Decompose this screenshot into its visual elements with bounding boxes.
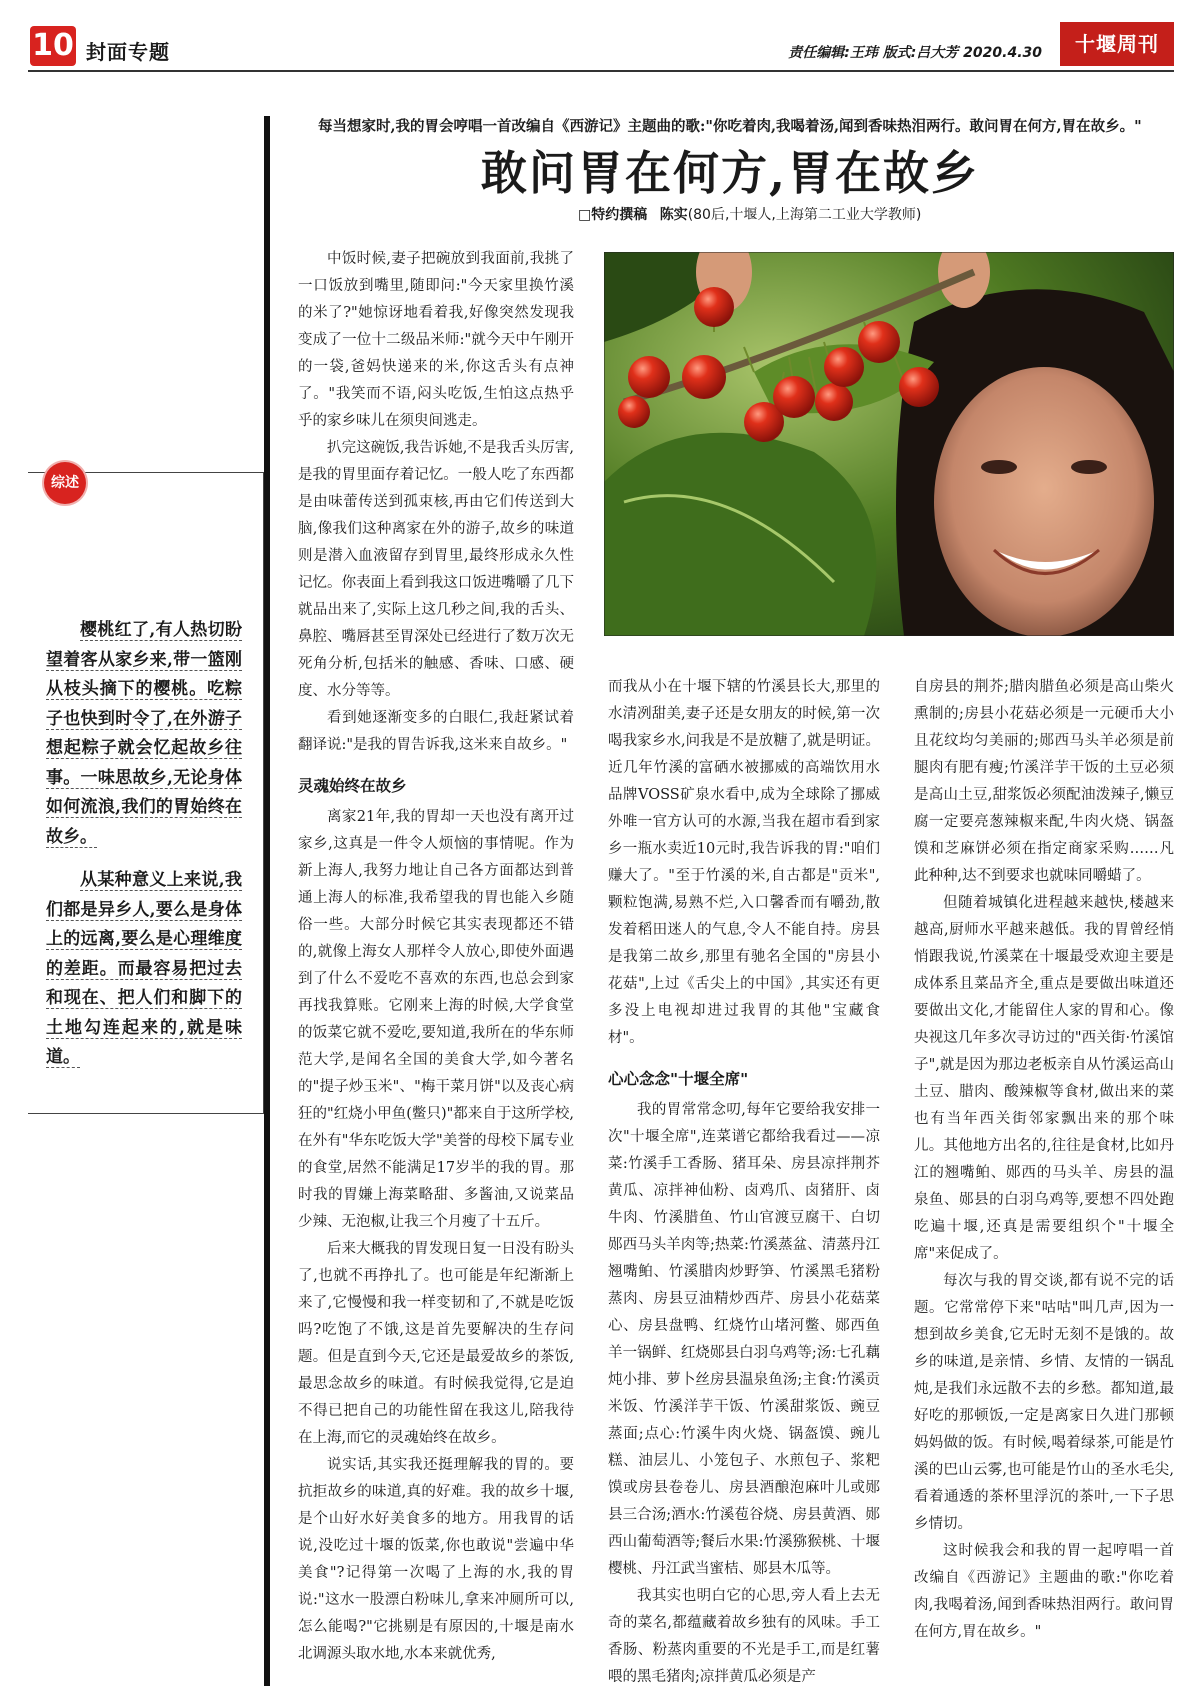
page-number: 10 — [30, 26, 76, 66]
paragraph: 每次与我的胃交谈,都有说不完的话题。它常常停下来"咕咕"叫几声,因为一想到故乡美食,它无时无刻不是饿的。故乡的味道,是亲情、乡情、友情的一锅乱炖,是我们永远散不去的乡愁。都知道,最好吃的那顿饭,一定是离家日久进门那顿妈妈做的饭。有时候,喝着绿茶,可能是竹溪的巴山云雾,也可能是竹山的圣水毛尖,看着通透的茶杯里浮沉的茶叶,一下子思乡情切。 — [914, 1273, 1174, 1532]
paragraph: 自房县的荆芥;腊肉腊鱼必须是高山柴火熏制的;房县小花菇必须是一元硬币大小且花纹均匀美丽的;郧西马头羊必须是前腿肉有肥有瘦;竹溪洋芋干饭的土豆必须是高山土豆,甜浆饭必须配油泼辣子,懒豆腐一定要亮葱辣椒来配,牛肉火烧、锅盔馍和芝麻饼必须在指定商家采购……凡此种种,达不到要求也就味同嚼蜡了。 — [914, 679, 1174, 884]
paragraph: 扒完这碗饭,我告诉她,不是我舌头厉害,是我的胃里面存着记忆。一般人吃了东西都是由味蕾传送到孤束核,再由它们传送到大脑,像我们这种离家在外的游子,故乡的味道则是潜入血液留存到胃里,最终形成永久性记忆。你表面上看到我这口饭进嘴嚼了几下就品出来了,实际上这几秒之间,我的舌头、鼻腔、嘴唇甚至胃深处已经进行了数万次无死角分析,包括米的触感、香味、口感、硬度、水分等等。 — [298, 440, 574, 699]
section-heading: 心心念念"十堰全席" — [608, 1070, 749, 1088]
header-rule — [28, 70, 1174, 72]
section-heading: 灵魂始终在故乡 — [298, 777, 407, 795]
article-column-2 — [608, 674, 880, 1686]
photo-illustration — [604, 252, 1174, 636]
editor-credits: 责任编辑:王玮 版式:吕大芳 2020.4.30 — [788, 45, 1042, 61]
paragraph: 离家21年,我的胃却一天也没有离开过家乡,这真是一件令人烦恼的事情呢。作为新上海人,我努力地让自己各方面都达到普通上海人的标准,我希望我的胃也能入乡随俗一些。大部分时候它其实表现都还不错的,就像上海女人那样令人放心,即使外面遇到了什么不爱吃不喜欢的东西,也总会到家再找我算账。它刚来上海的时候,大学食堂的饭菜它就不爱吃,要知道,我所在的华东师范大学,是闻名全国的美食大学,如今著名的"提子炒玉米"、"梅干菜月饼"以及丧心病狂的"红烧小甲鱼(鳖只)"都来自于这所学校,在外有"华东吃饭大学"美誉的母校下属专业的食堂,居然不能满足17岁半的我的胃。那时我的胃嫌上海菜略甜、多酱油,又说菜品少辣、无泡椒,让我三个月瘦了十五斤。 — [298, 809, 574, 1230]
byline-label: □特约撰稿 — [578, 207, 648, 223]
masthead-logo: 十堰周刊 — [1060, 22, 1174, 66]
page-header — [28, 22, 1174, 70]
paragraph: 但随着城镇化进程越来越快,楼越来越高,厨师水平越来越低。我的胃曾经悄悄跟我说,竹溪菜在十堰最受欢迎主要是成体系且菜品齐全,重点是要做出味道还要做出文化,才能留住人家的胃和心。像央视这几年多次寻访过的"西关街·竹溪馆子",就是因为那边老板亲自从竹溪运高山土豆、腊肉、酸辣椒等食材,做出来的菜也有当年西关街邻家飘出来的那个味儿。其他地方出名的,往往是食材,比如丹江的翘嘴鲌、郧西的马头羊、房县的温泉鱼、郧县的白羽乌鸡等,要想不四处跑吃遍十堰,还真是需要组织个"十堰全席"来促成了。 — [914, 895, 1174, 1262]
section-name: 封面专题 — [86, 40, 170, 64]
paragraph: 而我从小在十堰下辖的竹溪县长大,那里的水清冽甜美,妻子还是女朋友的时候,第一次喝我家乡水,问我是不是放糖了,就是明证。近几年竹溪的富硒水被挪威的高端饮用水品牌VOSS矿泉水看中,成为全球除了挪威外唯一官方认可的水源,当我在超市看到家乡一瓶水卖近10元时,我告诉我的胃:"咱们赚大了。"至于竹溪的米,自古都是"贡米",颗粒饱满,易熟不烂,入口馨香而有嚼劲,散发着稻田迷人的气息,令人不能自持。房县是我第二故乡,那里有驰名全国的"房县小花菇",上过《舌尖上的中国》,其实还有更多没上电视却进过我胃的其他"宝藏食材"。 — [608, 679, 880, 1046]
sidebar-summary — [46, 616, 242, 1073]
paragraph: 这时候我会和我的胃一起哼唱一首改编自《西游记》主题曲的歌:"你吃着肉,我喝着汤,闻到香味热泪两行。敢问胃在何方,胃在故乡。" — [914, 1543, 1174, 1640]
sidebar-paragraph: 樱桃红了,有人热切盼望着客从家乡来,带一篮刚从枝头摘下的樱桃。吃粽子也快到时令了,在外游子想起粽子就会忆起故乡往事。一味思故乡,无论身体如何流浪,我们的胃始终在故乡。 — [46, 620, 242, 847]
paragraph: 说实话,其实我还挺理解我的胃的。要抗拒故乡的味道,真的好难。我的故乡十堰,是个山好水好美食多的地方。用我胃的话说,没吃过十堰的饭菜,你也敢说"尝遍中华美食"?记得第一次喝了上海的水,我的胃说:"这水一股漂白粉味儿,拿来冲厕所可以,怎么能喝?"它挑剔是有原因的,十堰是南水北调源头取水地,水本来就优秀, — [298, 1457, 574, 1662]
article-column-1 — [298, 246, 574, 1686]
column-divider — [264, 116, 270, 1686]
byline — [578, 204, 921, 224]
byline-note: (80后,十堰人,上海第二工业大学教师) — [687, 207, 922, 223]
article-title: 敢问胃在何方,胃在故乡 — [480, 146, 979, 200]
paragraph: 中饭时候,妻子把碗放到我面前,我挑了一口饭放到嘴里,随即问:"今天家里换竹溪的米了?"她惊讶地看着我,好像突然发现我变成了一位十二级品米师:"就今天中午刚开的一袋,爸妈快递来的米,你这舌头有点神了。"我笑而不语,闷头吃饭,生怕这点热乎乎的家乡味儿在须臾间逃走。 — [298, 251, 574, 429]
woman-with-cherries-photo — [604, 252, 1174, 636]
paragraph: 我其实也明白它的心思,旁人看上去无奇的菜名,都蕴藏着故乡独有的风味。手工香肠、粉蒸肉重要的不光是手工,而是红薯喂的黑毛猪肉;凉拌黄瓜必须是产 — [608, 1588, 880, 1685]
sidebar-tag: 综述 — [44, 462, 86, 504]
article-column-3 — [914, 674, 1174, 1686]
paragraph: 后来大概我的胃发现日复一日没有盼头了,也就不再挣扎了。也可能是年纪渐渐上来了,它慢慢和我一样变韧和了,不就是吃饭吗?吃饱了不饿,这是首先要解决的生存问题。但是直到今天,它还是最爱故乡的茶饭,最思念故乡的味道。有时候我觉得,它是迫不得已把自己的功能性留在我这儿,陪我待在上海,而它的灵魂始终在故乡。 — [298, 1241, 574, 1446]
paragraph: 我的胃常常念叨,每年它要给我安排一次"十堰全席",连菜谱它都给我看过——凉菜:竹溪手工香肠、猪耳朵、房县凉拌荆芥黄瓜、凉拌神仙粉、卤鸡爪、卤猪肝、卤牛肉、竹溪腊鱼、竹山官渡豆腐干、白切郧西马头羊肉等;热菜:竹溪蒸盆、清蒸丹江翘嘴鲌、竹溪腊肉炒野笋、竹溪黑毛猪粉蒸肉、房县豆油精炒西芹、房县小花菇菜心、房县盘鸭、红烧竹山堵河鳖、郧西鱼羊一锅鲜、红烧郧县白羽乌鸡等;汤:七孔藕炖小排、萝卜丝房县温泉鱼汤;主食:竹溪贡米饭、竹溪洋芋干饭、竹溪甜浆饭、豌豆蒸面;点心:竹溪牛肉火烧、锅盔馍、豌儿糕、油层儿、小笼包子、水煎包子、浆粑馍或房县卷卷儿、房县酒酿泡麻叶儿或郧县三合汤;酒水:竹溪苞谷烧、房县黄酒、郧西山葡萄酒等;餐后水果:竹溪猕猴桃、十堰樱桃、丹江武当蜜桔、郧县木瓜等。 — [608, 1102, 880, 1577]
paragraph: 看到她逐渐变多的白眼仁,我赶紧试着翻译说:"是我的胃告诉我,这米来自故乡。" — [298, 710, 574, 753]
sidebar-paragraph: 从某种意义上来说,我们都是异乡人,要么是身体上的远离,要么是心理维度的差距。而最容易把过去和现在、把人们和脚下的土地勾连起来的,就是味道。 — [46, 870, 242, 1067]
article-lead: 每当想家时,我的胃会哼唱一首改编自《西游记》主题曲的歌:"你吃着肉,我喝着汤,闻到香味热泪两行。敢问胃在何方,胃在故乡。" — [318, 118, 1142, 135]
byline-author: 陈实 — [659, 207, 688, 223]
